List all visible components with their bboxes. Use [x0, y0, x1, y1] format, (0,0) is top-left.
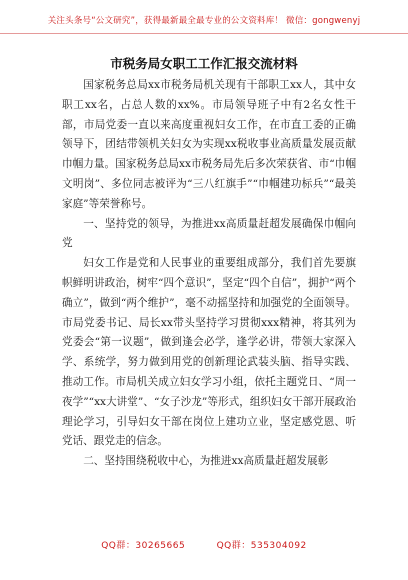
section-heading-1: 一、坚持党的领导，为推进xx高质量赶超发展确保巾帼向党	[62, 217, 356, 250]
paragraph-intro: 国家税务总局xx市税务局机关现有干部职工xx人，其中女职工xx名，占总人数的xx%。市局领导班子中有2名女性干部，市局党委一直以来高度重视妇女工作，在市直工委的正确领导下，团结带领机关妇女为实现xx税收事业高质量发展贡献巾帼力量。国家税务总局xx市税务局先后多次荣获省、市“巾帼文明岗”、多位同志被评为“三八红旗手”“巾帼建功标兵”“最美家庭”等荣誉称号。	[62, 79, 356, 210]
footer-contact	[0, 538, 408, 551]
document-body	[62, 76, 356, 472]
header-banner: 关注头条号“公文研究”，获得最新最全最专业的公文资料库！ 微信：gongwenyj	[47, 16, 361, 26]
footer-qq-group-2: QQ群：535304092	[216, 541, 307, 551]
section-heading-2: 二、坚持围绕税收中心，为推进xx高质量赶超发展彰	[83, 455, 329, 468]
footer-qq-group-1: QQ群：30265665	[101, 541, 186, 551]
document-title: 市税务局女职工工作汇报交流材料	[110, 56, 298, 71]
paragraph-section-1: 妇女工作是党和人民事业的重要组成部分，我们首先要旗帜鲜明讲政治，树牢“四个意识”，坚定“四个自信”，拥护“两个确立”，做到“两个维护”，毫不动摇坚持和加强党的全面领导。市局党委书记、局长xx带头坚持学习贯彻xxx精神，将其列为党委会“第一议题”，做到逢会必学，逢学必讲，带领大家深入学、系统学，努力做到用党的创新理论武装头脑、指导实践、推动工作。市局机关成立妇女学习小组，依托主题党日、“周一夜学”“xx大讲堂”、“女子沙龙”等形式，组织妇女干部开展政治理论学习，引导妇女干部在岗位上建功立业，坚定感党恩、听党话、跟党走的信念。	[62, 257, 356, 448]
header-divider	[0, 33, 408, 34]
